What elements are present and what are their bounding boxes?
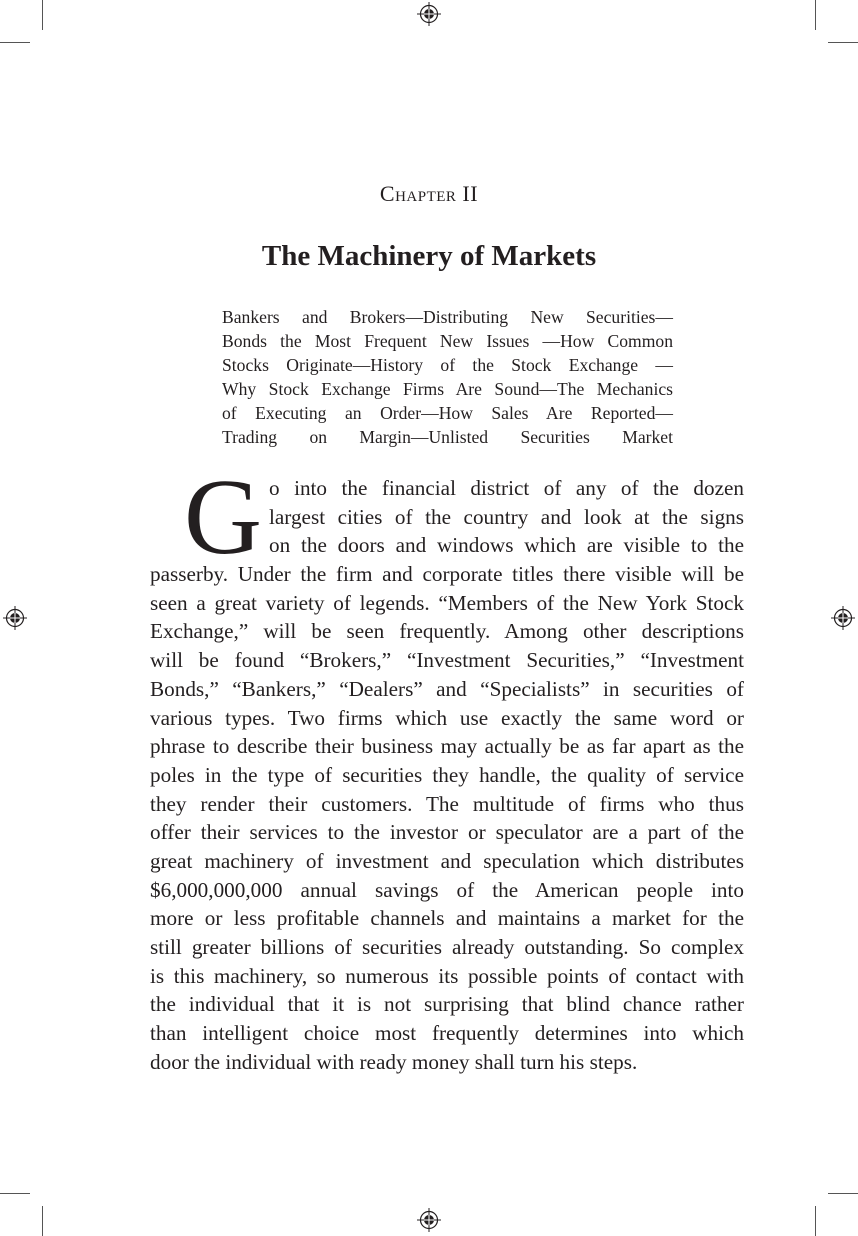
body-line: they render their customers. The multitude of firms who thus xyxy=(150,791,744,816)
chapter-synopsis xyxy=(222,305,673,449)
synopsis-line: Trading on Margin—Unlisted Securities Market xyxy=(222,427,673,447)
body-line: largest cities of the country and look at the signs xyxy=(269,504,744,529)
synopsis-line: Why Stock Exchange Firms Are Sound—The Mechanics xyxy=(222,379,673,399)
crop-mark-bottom-right-vertical xyxy=(815,1206,816,1236)
body-line: is this machinery, so numerous its possible points of contact with xyxy=(150,963,744,988)
body-line: o into the financial district of any of the dozen xyxy=(269,476,744,500)
body-line: $6,000,000,000 annual savings of the American people into xyxy=(150,877,744,902)
body-line: phrase to describe their business may actually be as far apart as the xyxy=(150,734,744,759)
crop-mark-top-left-vertical xyxy=(42,0,43,30)
synopsis-line: Bonds the Most Frequent New Issues —How Common xyxy=(222,331,673,351)
body-line: on the doors and windows which are visible to the xyxy=(269,533,744,558)
body-line: passerby. Under the firm and corporate titles there visible will be xyxy=(150,562,744,587)
registration-target-icon xyxy=(3,606,27,630)
crop-mark-top-left-horizontal xyxy=(0,42,30,43)
chapter-label: Chapter II xyxy=(379,181,479,206)
crop-mark-bottom-left-horizontal xyxy=(0,1193,30,1194)
registration-target-icon xyxy=(417,1208,441,1232)
body-line: offer their services to the investor or speculator are a part of the xyxy=(150,820,744,845)
chapter-title: The Machinery of Markets xyxy=(261,240,597,272)
drop-cap: G xyxy=(184,458,262,577)
body-line: seen a great variety of legends. “Members of the New York Stock xyxy=(150,590,744,615)
body-line: Exchange,” will be seen frequently. Among other descriptions xyxy=(150,619,744,644)
body-line: various types. Two firms which use exactly the same word or xyxy=(150,705,744,730)
registration-target-icon xyxy=(831,606,855,630)
body-line: more or less profitable channels and maintains a market for the xyxy=(150,906,744,931)
body-paragraph xyxy=(150,458,744,1076)
body-line: Bonds,” “Bankers,” “Dealers” and “Specialists” in securities of xyxy=(150,676,744,701)
body-line: door the individual with ready money shall turn his steps. xyxy=(150,1049,638,1074)
body-line: than intelligent choice most frequently determines into which xyxy=(150,1021,744,1046)
body-line: great machinery of investment and speculation which distributes xyxy=(150,848,744,873)
registration-target-icon xyxy=(417,2,441,26)
body-line: poles in the type of securities they handle, the quality of service xyxy=(150,762,744,787)
synopsis-line: Bankers and Brokers—Distributing New Securities— xyxy=(222,307,673,327)
body-line: the individual that it is not surprising that blind chance rather xyxy=(150,992,744,1017)
synopsis-line: of Executing an Order—How Sales Are Reported— xyxy=(222,403,673,423)
body-line: will be found “Brokers,” “Investment Securities,” “Investment xyxy=(150,648,744,673)
crop-mark-bottom-left-vertical xyxy=(42,1206,43,1236)
crop-mark-top-right-vertical xyxy=(815,0,816,30)
crop-mark-bottom-right-horizontal xyxy=(828,1193,858,1194)
synopsis-line: Stocks Originate—History of the Stock Exchange — xyxy=(222,355,673,375)
crop-mark-top-right-horizontal xyxy=(828,42,858,43)
body-line: still greater billions of securities already outstanding. So complex xyxy=(150,935,744,959)
